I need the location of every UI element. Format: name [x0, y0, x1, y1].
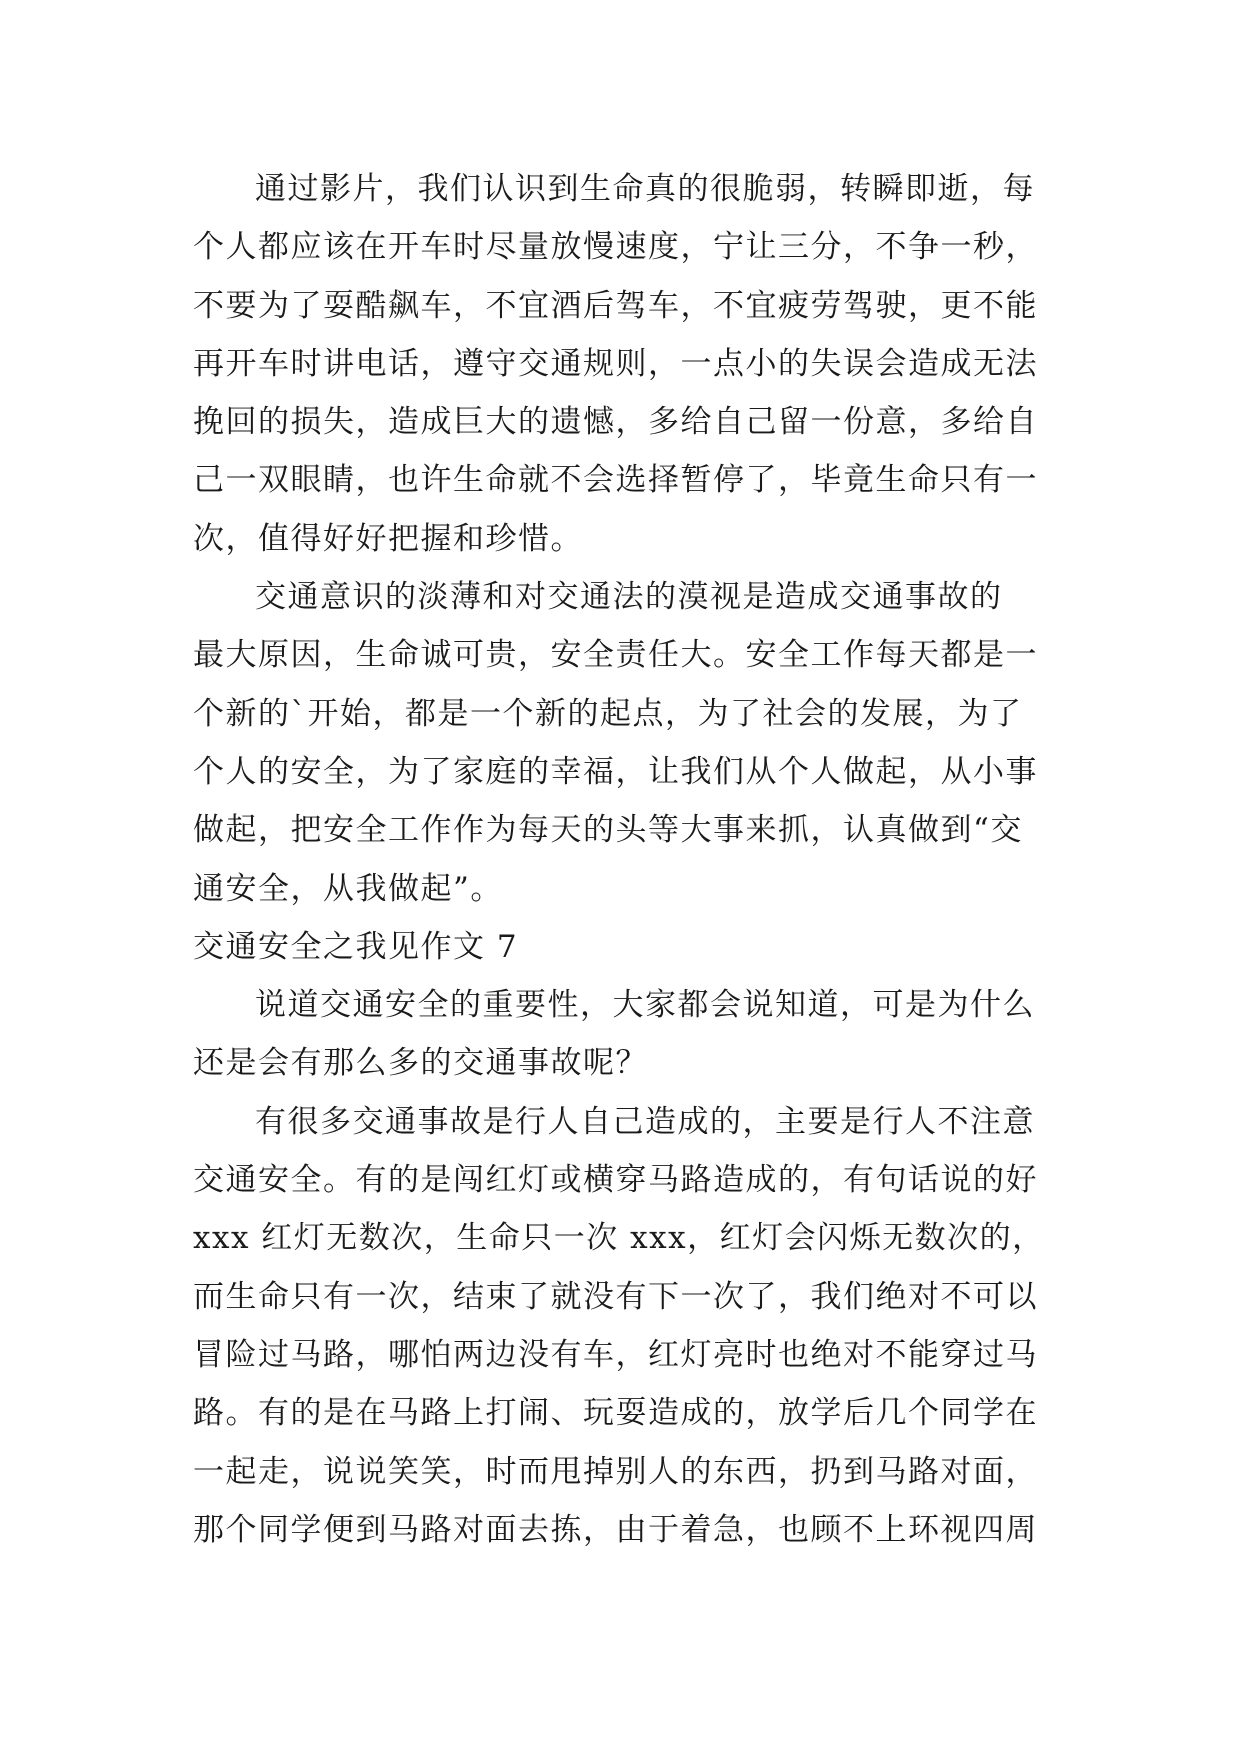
text-line: 那个同学便到马路对面去拣，由于着急，也顾不上环视四周 — [193, 1511, 1038, 1548]
text-line: 交通安全。有的是闯红灯或横穿马路造成的，有句话说的好 — [193, 1162, 1038, 1199]
heading-text: 交通安全之我见作文 7 — [193, 928, 519, 965]
text-line: 己一双眼睛，也许生命就不会选择暂停了，毕竟生命只有一 — [193, 462, 1038, 499]
paragraph-3 — [193, 976, 1063, 1093]
text-line: 挽回的损失，造成巨大的遗憾，多给自己留一份意，多给自 — [193, 404, 1038, 441]
text-line: 交通意识的淡薄和对交通法的漠视是造成交通事故的 — [255, 579, 1003, 616]
text-line: 通过影片，我们认识到生命真的很脆弱，转瞬即逝，每 — [255, 171, 1035, 207]
text-line: 路。有的是在马路上打闹、玩耍造成的，放学后几个同学在 — [193, 1395, 1038, 1432]
text-line: 再开车时讲电话，遵守交通规则，一点小的失误会造成无法 — [193, 345, 1038, 382]
text-line: 做起，把安全工作作为每天的头等大事来抓，认真做到“交 — [193, 812, 1023, 849]
text-line: 而生命只有一次，结束了就没有下一次了，我们绝对不可以 — [193, 1278, 1038, 1315]
section-heading — [193, 918, 1063, 976]
paragraph-4 — [193, 1093, 1063, 1559]
text-line: 个新的`开始，都是一个新的起点，为了社会的发展，为了 — [193, 695, 1023, 732]
text-line: 冒险过马路，哪怕两边没有车，红灯亮时也绝对不能穿过马 — [193, 1336, 1038, 1373]
text-line: 有很多交通事故是行人自己造成的，主要是行人不注意 — [255, 1103, 1035, 1140]
text-line: 通安全，从我做起”。 — [193, 870, 503, 907]
text-line: 一起走，说说笑笑，时而甩掉别人的东西，扔到马路对面， — [193, 1453, 1038, 1490]
paragraph-1 — [193, 160, 1063, 568]
text-line: xxx 红灯无数次，生命只一次 xxx，红灯会闪烁无数次的， — [193, 1220, 1045, 1257]
document-body — [193, 160, 1063, 1559]
text-line: 次，值得好好把握和珍惜。 — [193, 520, 583, 557]
text-line: 个人都应该在开车时尽量放慢速度，宁让三分，不争一秒， — [193, 229, 1038, 266]
paragraph-2 — [193, 568, 1063, 918]
text-line: 个人的安全，为了家庭的幸福，让我们从个人做起，从小事 — [193, 753, 1038, 790]
text-line: 还是会有那么多的交通事故呢？ — [193, 1045, 648, 1082]
text-line: 不要为了耍酷飙车，不宜酒后驾车，不宜疲劳驾驶，更不能 — [193, 287, 1038, 324]
text-line: 最大原因，生命诚可贵，安全责任大。安全工作每天都是一 — [193, 637, 1038, 674]
text-line: 说道交通安全的重要性，大家都会说知道，可是为什么 — [255, 987, 1035, 1024]
